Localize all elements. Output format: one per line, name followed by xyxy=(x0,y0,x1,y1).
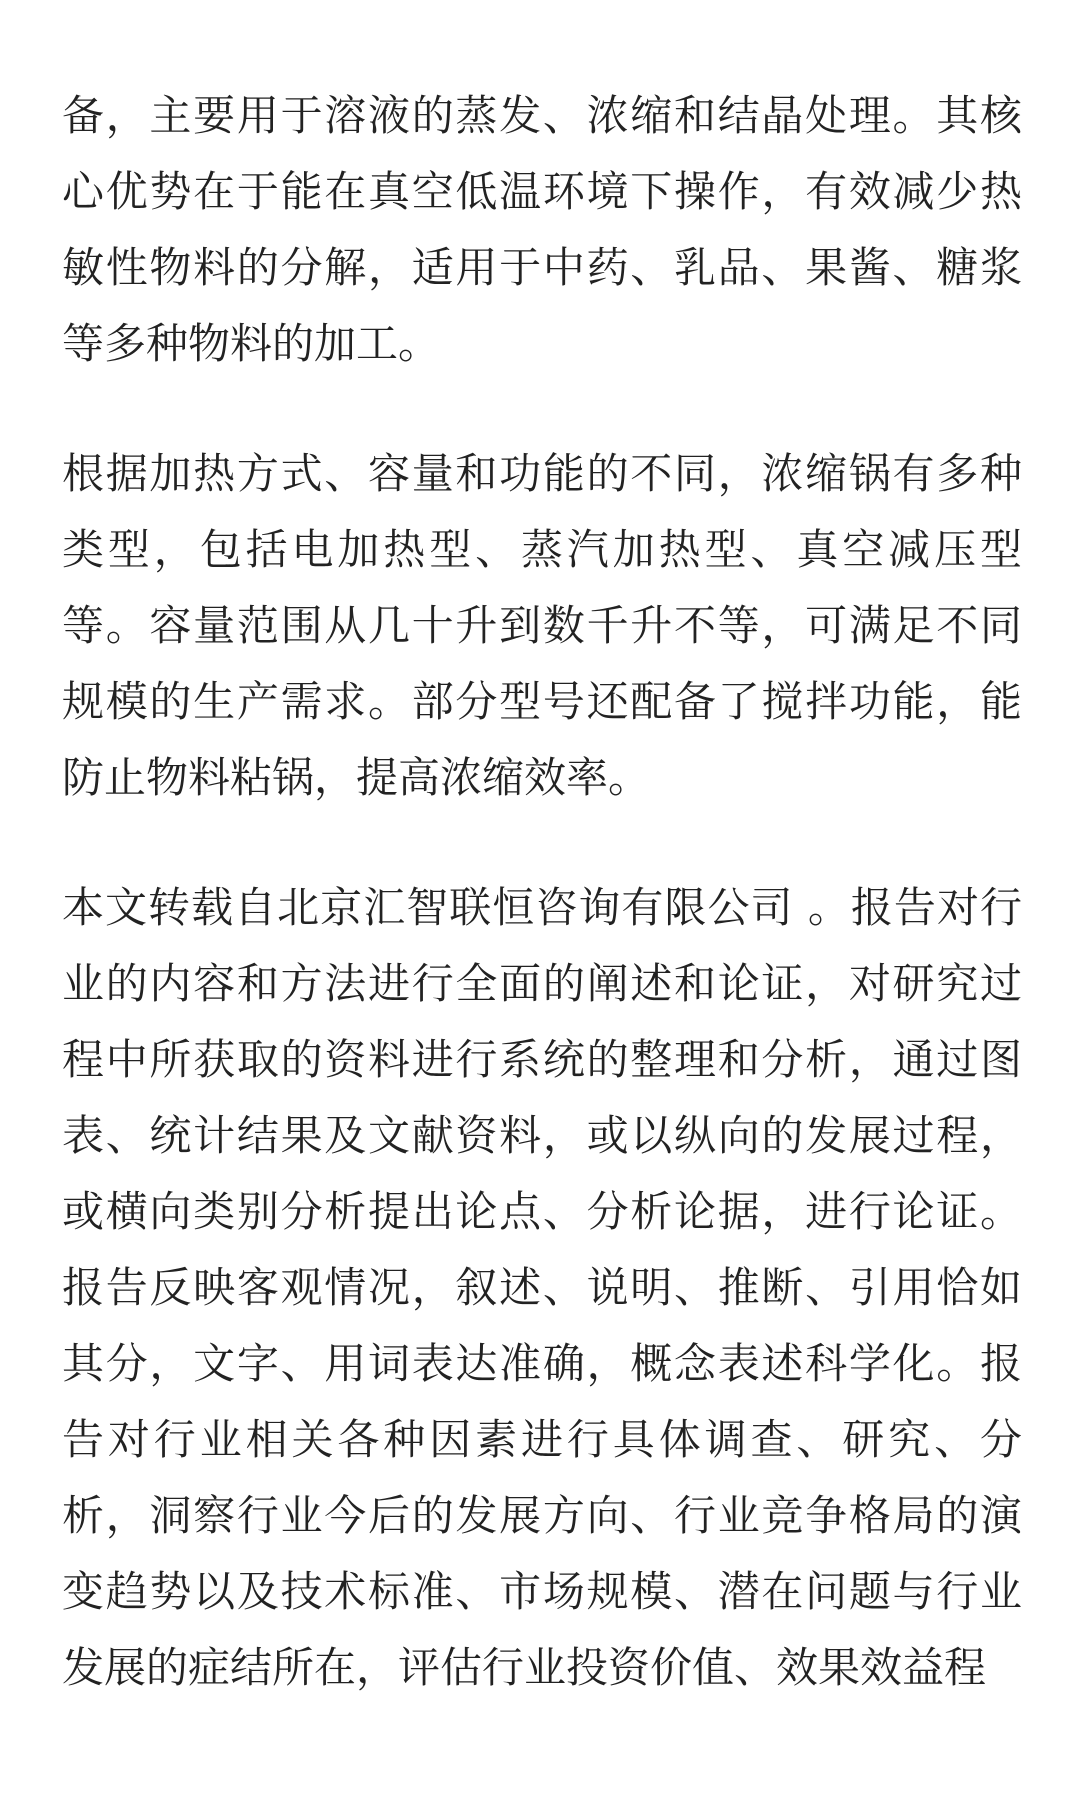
text-line: 敏性物料的分解，适用于中药、乳品、果酱、糖浆 xyxy=(62,243,1022,292)
text-line: 变趋势以及技术标准、市场规模、潜在问题与行业 xyxy=(62,1567,1022,1616)
text-line: 备，主要用于溶液的蒸发、浓缩和结晶处理。其核 xyxy=(62,91,1022,140)
text-line: 报告反映客观情况，叙述、说明、推断、引用恰如 xyxy=(62,1263,1022,1312)
paragraph-3 xyxy=(62,870,1022,1706)
text-line: 根据加热方式、容量和功能的不同，浓缩锅有多种 xyxy=(62,449,1022,498)
text-line: 业的内容和方法进行全面的阐述和论证，对研究过 xyxy=(62,959,1022,1008)
text-line: 等。容量范围从几十升到数千升不等，可满足不同 xyxy=(62,601,1022,650)
text-line: 等多种物料的加工。 xyxy=(62,319,441,368)
text-line: 告对行业相关各种因素进行具体调查、研究、分 xyxy=(62,1415,1022,1464)
text-line: 程中所获取的资料进行系统的整理和分析，通过图 xyxy=(62,1035,1022,1084)
text-line: 发展的症结所在，评估行业投资价值、效果效益程 xyxy=(62,1643,987,1692)
paragraph-spacer xyxy=(62,382,1022,436)
article-body xyxy=(62,78,1022,1706)
text-line: 心优势在于能在真空低温环境下操作，有效减少热 xyxy=(62,167,1022,216)
text-line: 规模的生产需求。部分型号还配备了搅拌功能，能 xyxy=(62,677,1022,726)
text-line: 或横向类别分析提出论点、分析论据，进行论证。 xyxy=(62,1187,1022,1236)
text-line: 防止物料粘锅，提高浓缩效率。 xyxy=(62,753,651,802)
paragraph-1 xyxy=(62,78,1022,382)
text-line: 其分，文字、用词表达准确，概念表述科学化。报 xyxy=(62,1339,1022,1388)
text-line: 本文转载自北京汇智联恒咨询有限公司 。报告对行 xyxy=(62,883,1022,932)
paragraph-2 xyxy=(62,436,1022,816)
paragraph-spacer xyxy=(62,816,1022,870)
text-line: 表、统计结果及文献资料，或以纵向的发展过程， xyxy=(62,1111,1022,1160)
text-line: 析，洞察行业今后的发展方向、行业竞争格局的演 xyxy=(62,1491,1022,1540)
text-line: 类型，包括电加热型、蒸汽加热型、真空减压型 xyxy=(62,525,1022,574)
